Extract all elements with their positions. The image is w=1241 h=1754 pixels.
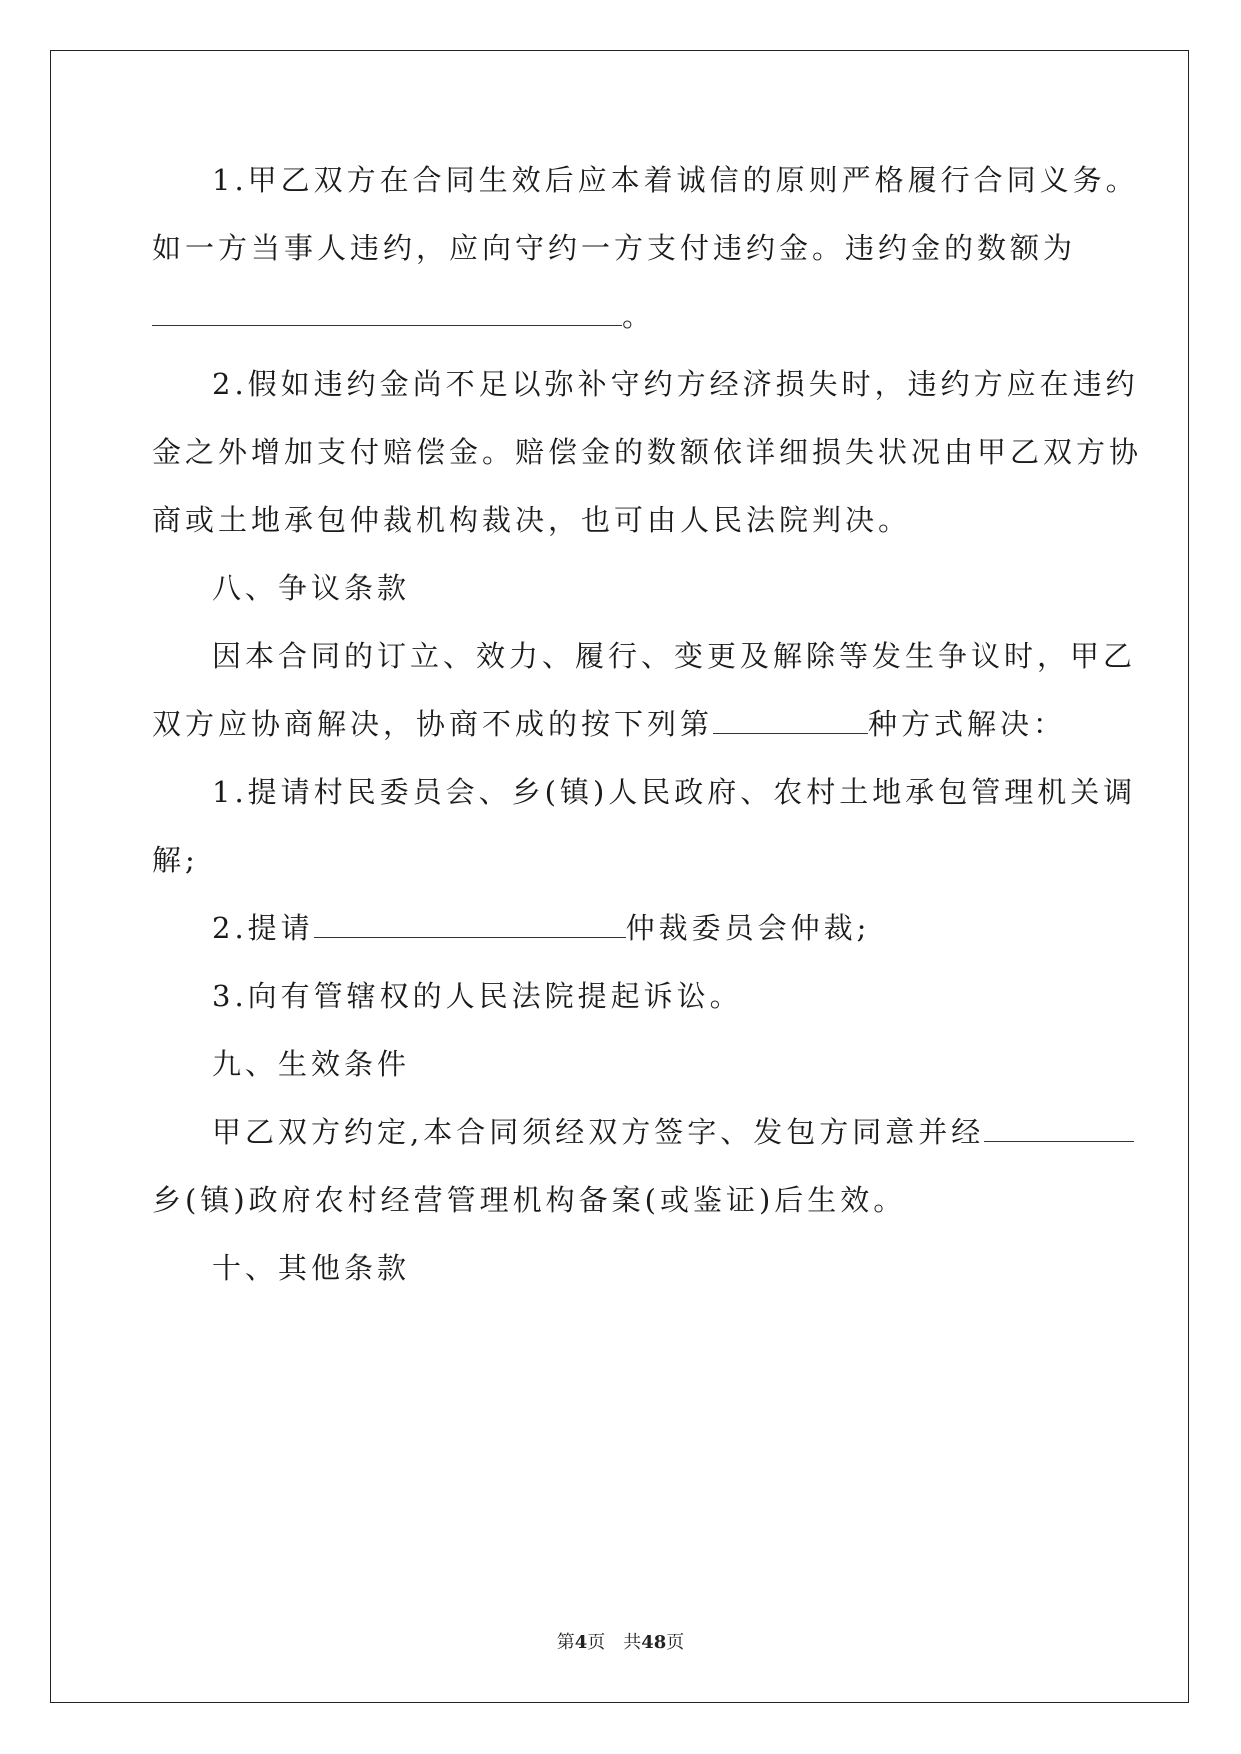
paragraph-line: 1.甲乙双方在合同生效后应本着诚信的原则严格履行合同义务。 bbox=[212, 163, 1139, 197]
section-heading: 十、其他条款 bbox=[212, 1251, 411, 1285]
paragraph-line bbox=[152, 296, 655, 336]
paragraph-line bbox=[212, 908, 870, 948]
paragraph-line: 解; bbox=[152, 843, 199, 877]
fill-in-blank[interactable] bbox=[152, 299, 622, 326]
paragraph-line: 因本合同的订立、效力、履行、变更及解除等发生争议时，甲乙 bbox=[212, 639, 1137, 673]
page-footer bbox=[0, 1628, 1241, 1654]
paragraph-line: 如一方当事人违约，应向守约一方支付违约金。违约金的数额为 bbox=[152, 231, 1077, 265]
period-text: 。 bbox=[622, 299, 656, 333]
fill-in-blank[interactable] bbox=[984, 1115, 1134, 1142]
paragraph-line: 乡(镇)政府农村经营管理机构备案(或鉴证)后生效。 bbox=[152, 1183, 907, 1217]
paragraph-line: 3.向有管辖权的人民法院提起诉讼。 bbox=[212, 979, 743, 1013]
fill-in-blank[interactable] bbox=[713, 707, 868, 734]
current-page-number: 4 bbox=[574, 1632, 588, 1653]
text-segment: 仲裁委员会仲裁; bbox=[625, 911, 871, 945]
section-heading: 八、争议条款 bbox=[212, 571, 411, 605]
fill-in-blank[interactable] bbox=[314, 911, 626, 938]
paragraph-line: 1.提请村民委员会、乡(镇)人民政府、农村土地承包管理机关调 bbox=[212, 775, 1137, 809]
paragraph-line bbox=[212, 1112, 1134, 1152]
total-page-count: 48 bbox=[641, 1632, 667, 1653]
section-heading: 九、生效条件 bbox=[212, 1047, 411, 1081]
text-segment: 双方应协商解决，协商不成的按下列第 bbox=[152, 707, 714, 741]
footer-mid: 页 共 bbox=[587, 1632, 642, 1653]
paragraph-line bbox=[152, 704, 1066, 744]
footer-suffix: 页 bbox=[666, 1632, 685, 1653]
text-segment: 甲乙双方约定,本合同须经双方签字、发包方同意并经 bbox=[212, 1115, 985, 1149]
footer-prefix: 第 bbox=[556, 1632, 575, 1653]
paragraph-line: 2.假如违约金尚不足以弥补守约方经济损失时，违约方应在违约 bbox=[212, 367, 1139, 401]
paragraph-line: 商或土地承包仲裁机构裁决，也可由人民法院判决。 bbox=[152, 503, 912, 537]
text-segment: 种方式解决： bbox=[868, 707, 1067, 741]
paragraph-line: 金之外增加支付赔偿金。赔偿金的数额依详细损失状况由甲乙双方协 bbox=[152, 435, 1143, 469]
text-segment: 2.提请 bbox=[212, 911, 314, 945]
